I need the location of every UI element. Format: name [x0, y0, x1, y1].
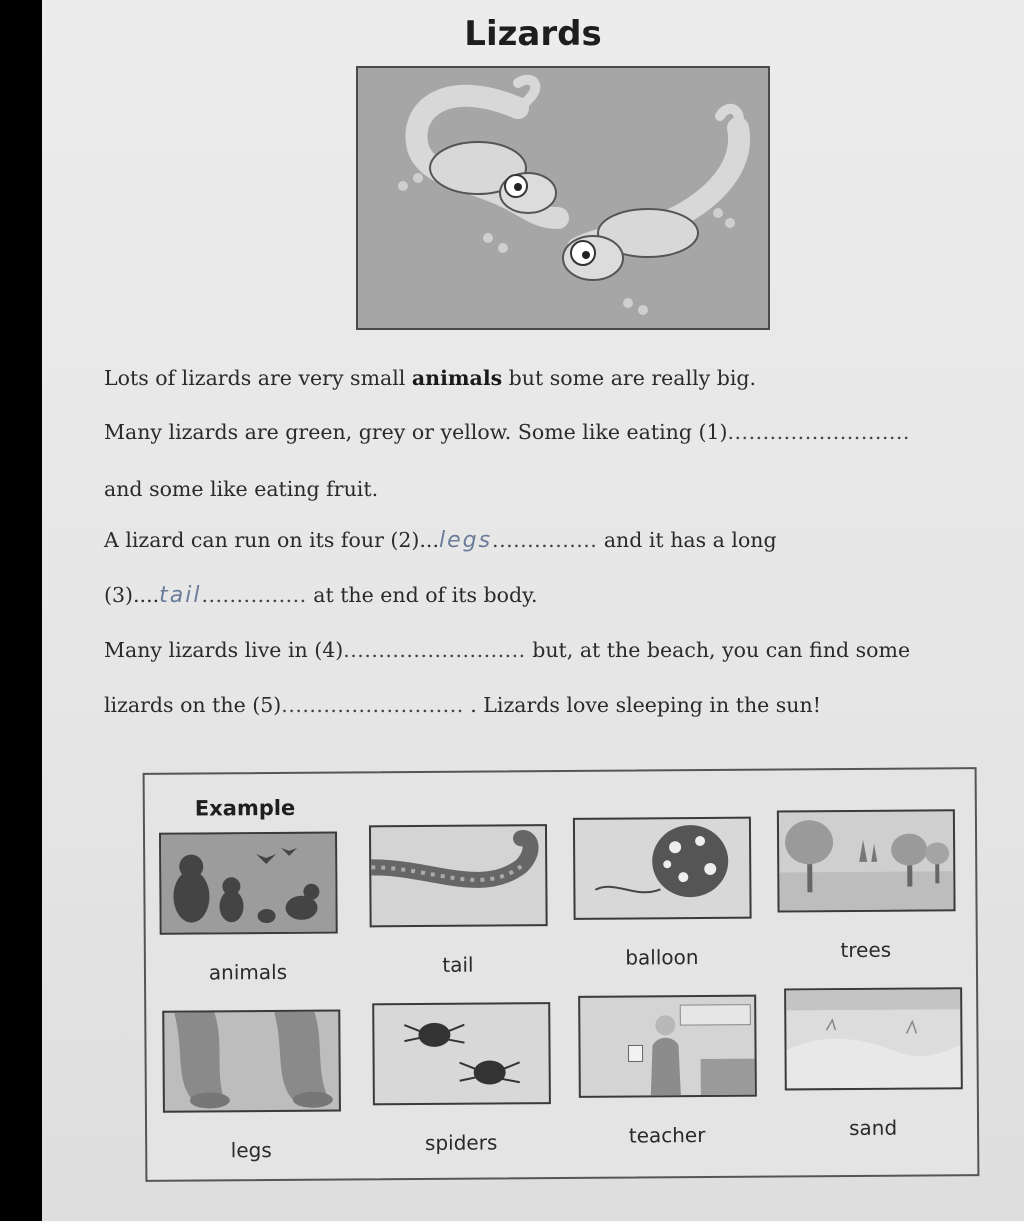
word-bank [143, 767, 980, 1182]
word-label: trees [840, 937, 892, 963]
blank-4[interactable]: .......................... [343, 638, 526, 662]
answer-2-handwritten[interactable]: legs [438, 528, 493, 553]
page-title: Lizards [464, 14, 602, 54]
sentence-line-6: Many lizards live in (4).......................... but, at the beach, you can find some [104, 638, 911, 662]
word-label: animals [208, 959, 288, 985]
sand-icon [786, 989, 961, 1088]
balloon-icon [575, 819, 750, 918]
example-label: Example [194, 795, 296, 821]
sentence-line-4: A lizard can run on its four (2)...legs............... and it has a long [104, 528, 777, 553]
worksheet-page [42, 0, 1024, 1221]
word-card-trees[interactable] [777, 809, 954, 962]
word-label: sand [848, 1115, 898, 1140]
example-word-animals: animals [411, 366, 503, 390]
word-card-balloon[interactable] [573, 817, 750, 970]
word-card-tail[interactable] [369, 824, 546, 977]
blank-2: ............... [492, 528, 598, 552]
word-card-spiders[interactable] [372, 1002, 549, 1155]
tail-icon [371, 826, 546, 925]
answer-3-handwritten[interactable]: tail [159, 583, 202, 608]
sentence-line-2: Many lizards are green, grey or yellow. Some like eating (1).......................... [104, 420, 910, 444]
teacher-icon [580, 997, 755, 1096]
word-card-animals[interactable] [159, 832, 336, 985]
word-label: teacher [628, 1122, 706, 1148]
spiders-icon [374, 1004, 549, 1103]
animals-silhouette-icon [161, 834, 336, 933]
blank-3: ............... [201, 583, 307, 607]
sentence-line-7: lizards on the (5).......................... . Lizards love sleeping in the sun! [104, 693, 821, 717]
word-label: balloon [625, 945, 699, 970]
story-text [42, 0, 1024, 720]
word-label: legs [230, 1138, 272, 1163]
word-card-legs[interactable] [162, 1010, 339, 1163]
sentence-line-3: and some like eating fruit. [104, 477, 379, 501]
word-label: tail [442, 952, 474, 977]
legs-icon [164, 1012, 339, 1111]
sentence-line-1: Lots of lizards are very small animals but some are really big. [104, 366, 757, 390]
blank-1[interactable]: .......................... [727, 420, 910, 444]
blank-5[interactable]: .......................... [281, 693, 464, 717]
trees-icon [779, 811, 954, 910]
word-card-teacher[interactable] [578, 995, 755, 1148]
sentence-line-5: (3)....tail............... at the end of its body. [104, 583, 538, 608]
word-label: spiders [424, 1130, 498, 1155]
word-card-sand[interactable] [784, 987, 961, 1140]
